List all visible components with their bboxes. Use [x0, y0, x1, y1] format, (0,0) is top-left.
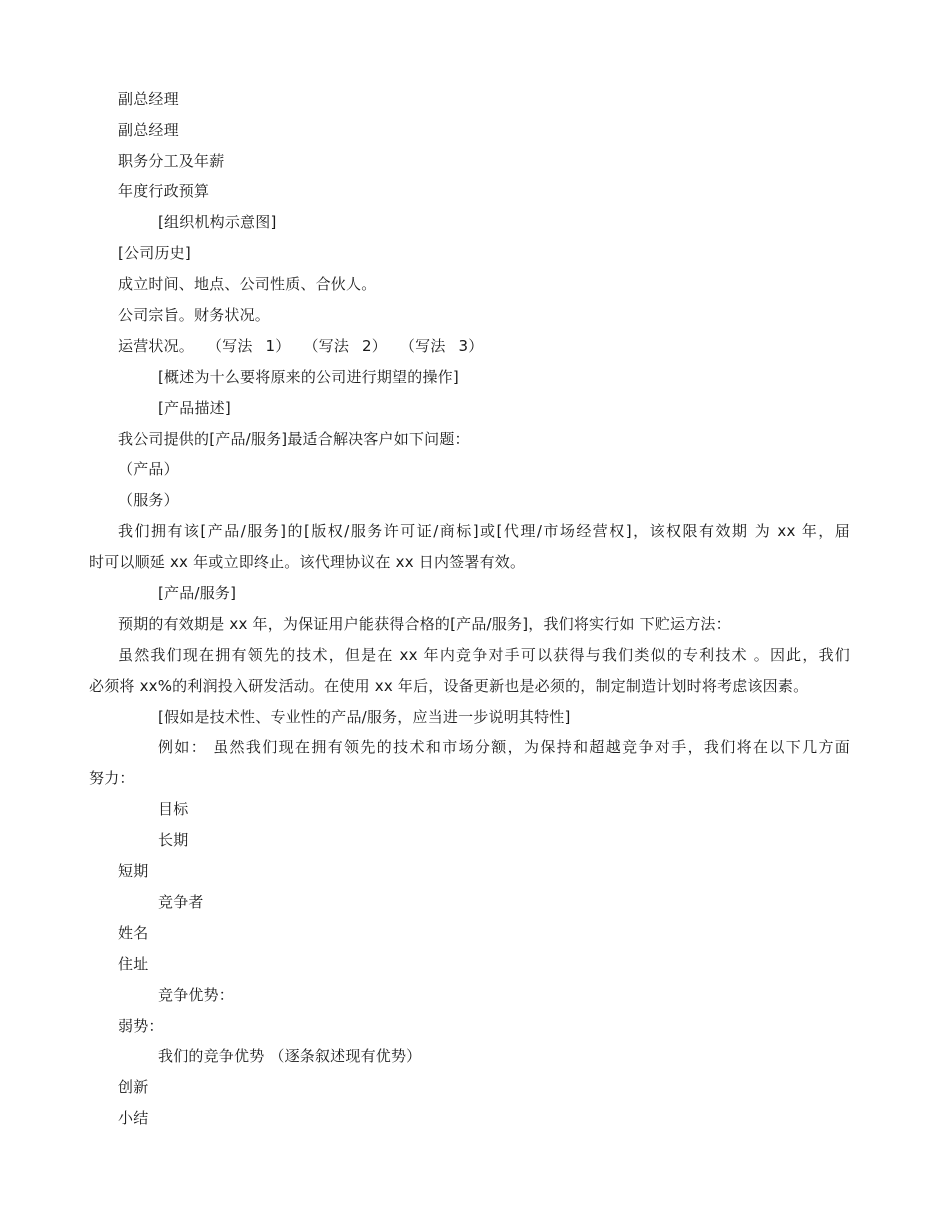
text-line: 成立时间、地点、公司性质、合伙人。 — [118, 275, 377, 293]
text-line: 创新 — [118, 1078, 149, 1096]
text-line: 目标 — [158, 800, 189, 818]
text-line: 副总经理 — [118, 90, 179, 108]
text-line: 年度行政预算 — [118, 182, 210, 200]
text-line: （服务） — [118, 491, 179, 509]
text-line: 住址 — [118, 955, 149, 973]
text-line: [假如是技术性、专业性的产品/服务，应当进一步说明其特性] — [158, 708, 571, 726]
text-line: 例如： 虽然我们现在拥有领先的技术和市场分额，为保持和超越竞争对手，我们将在以下几方面 — [158, 738, 850, 756]
text-line: 副总经理 — [118, 121, 179, 139]
text-line: [产品/服务] — [158, 584, 237, 602]
text-line: 预期的有效期是 xx 年，为保证用户能获得合格的[产品/服务]，我们将实行如 下贮运方法： — [118, 615, 731, 633]
text-line: [公司历史] — [118, 244, 191, 262]
text-line: 我们的竞争优势 （逐条叙述现有优势） — [158, 1047, 422, 1065]
text-line: 必须将 xx%的利润投入研发活动。在使用 xx 年后，设备更新也是必须的，制定制造计划时将考虑该因素。 — [89, 677, 809, 695]
text-line: 竞争优势： — [158, 986, 235, 1004]
text-line: 职务分工及年薪 — [118, 152, 225, 170]
text-line: 姓名 — [118, 924, 149, 942]
text-line: 小结 — [118, 1109, 149, 1127]
text-line: 公司宗旨。财务状况。 — [118, 306, 271, 324]
text-line: [产品描述] — [158, 399, 231, 417]
text-line: [组织机构示意图] — [158, 213, 277, 231]
text-line: （产品） — [118, 460, 179, 478]
text-line: 虽然我们现在拥有领先的技术，但是在 xx 年内竞争对手可以获得与我们类似的专利技术 。因此，我们 — [118, 646, 850, 664]
text-line: 努力： — [89, 769, 135, 787]
text-line: 短期 — [118, 862, 149, 880]
text-line: 竞争者 — [158, 893, 204, 911]
text-line: 我们拥有该[产品/服务]的[版权/服务许可证/商标]或[代理/市场经营权]，该权限有效期 为 xx 年，届 — [118, 522, 850, 540]
text-line: 我公司提供的[产品/服务]最适合解决客户如下问题： — [118, 430, 470, 448]
text-line: 时可以顺延 xx 年或立即终止。该代理协议在 xx 日内签署有效。 — [89, 553, 526, 571]
text-line: 弱势： — [118, 1017, 164, 1035]
text-line: [概述为十么要将原来的公司进行期望的操作] — [158, 368, 459, 386]
text-line: 运营状况。 （写法 1） （写法 2） （写法 3） — [118, 337, 484, 355]
text-line: 长期 — [158, 831, 189, 849]
